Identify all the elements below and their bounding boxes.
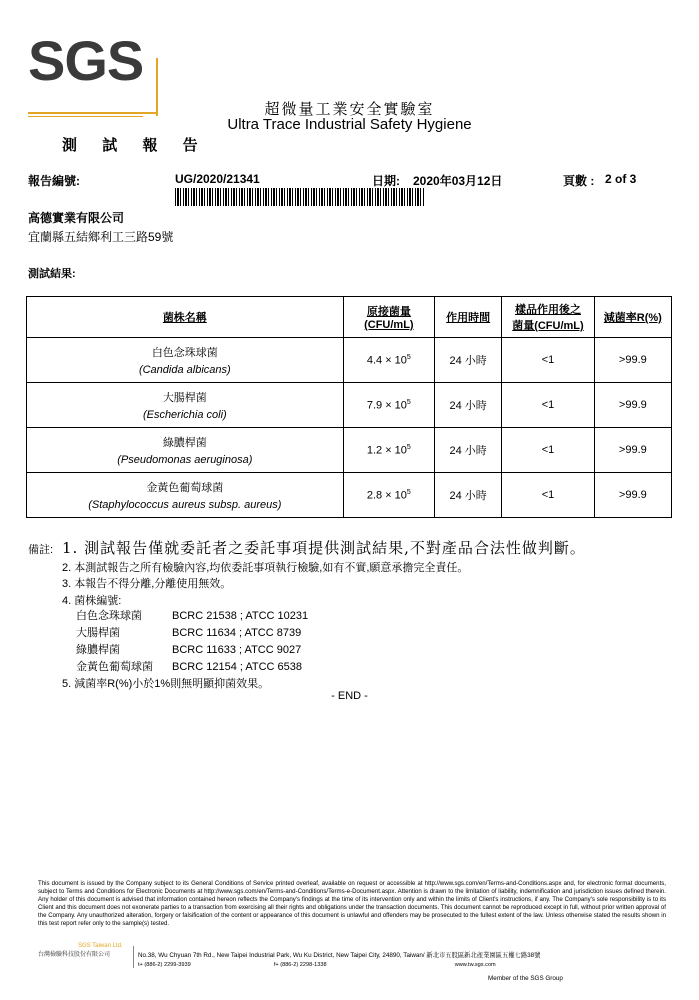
strain-name-zh: 綠膿桿菌 (162, 436, 207, 449)
contact-time: 24 小時 (435, 338, 502, 383)
sgs-logo-text: SGS (28, 29, 144, 92)
header-time: 作用時間 (435, 297, 502, 338)
footer-fax: f+ (886-2) 2298-1338 (273, 962, 327, 968)
strain-code-row: 綠膿桿菌 BCRC 11633 ; ATCC 9027 (76, 643, 302, 656)
initial-count: $2.8 \times 10^5$ (343, 473, 434, 518)
note-2: 2. 本測試報告之所有檢驗內容,均依委託事項執行檢驗,如有不實,願意承擔完全責任。 (62, 562, 469, 574)
footer-website[interactable]: www.tw.sgs.com (454, 962, 496, 968)
reduction-rate: >99.9 (594, 428, 671, 473)
initial-count: $7.9 \times 10^5$ (343, 383, 434, 428)
footer-divider (133, 946, 134, 968)
strain-name-latin: (Candida albicans) (138, 364, 231, 376)
initial-count: $4.4 \times 10^5$ (343, 338, 434, 383)
strain-code-row: 大腸桿菌 BCRC 11634 ; ATCC 8739 (76, 626, 302, 639)
page-label: 頁數 : (563, 174, 595, 188)
note-5: 5. 減菌率R(%)小於1%則無明顯抑菌效果。 (62, 678, 270, 690)
report-number: UG/2020/21341 (175, 172, 260, 186)
footer-contacts (138, 962, 496, 968)
note-3: 3. 本報告不得分離,分離使用無效。 (62, 578, 232, 590)
page-number: 2 of 3 (605, 172, 637, 186)
reduction-rate: >99.9 (594, 338, 671, 383)
table-row (27, 428, 672, 473)
after-count: <1 (502, 383, 594, 428)
end-marker: - END - (331, 690, 368, 702)
client-address: 宜蘭縣五結鄉利工三路59號 (28, 230, 174, 244)
report-date: 2020年03月12日 (413, 174, 503, 188)
after-count: <1 (502, 338, 594, 383)
report-number-label: 報告編號: (28, 174, 80, 188)
strain-code-row: 金黃色葡萄球菌 BCRC 12154 ; ATCC 6538 (76, 660, 303, 673)
table-row (27, 473, 672, 518)
sgs-logo (28, 29, 144, 92)
note-1: 1. 測試報告僅就委託者之委託事項提供測試結果,不對產品合法性做判斷。 (62, 539, 586, 557)
after-count: <1 (502, 428, 594, 473)
strain-name-latin: (Pseudomonas aeruginosa) (117, 454, 253, 466)
lab-name-english: Ultra Trace Industrial Safety Hygiene (227, 116, 472, 133)
report-title: 測 試 報 告 (62, 136, 208, 154)
strain-name-zh: 金黃色葡萄球菌 (146, 481, 224, 494)
reduction-rate: >99.9 (594, 473, 671, 518)
results-label: 測試結果: (28, 268, 76, 280)
header-reduction: 減菌率R(%) (594, 297, 671, 338)
contact-time: 24 小時 (435, 473, 502, 518)
footer-company-zh: 台灣檢驗科技股份有限公司 (38, 952, 111, 958)
footer-member: Member of the SGS Group (488, 975, 563, 982)
table-row (27, 338, 672, 383)
contact-time: 24 小時 (435, 428, 502, 473)
header-initial: 原接菌量 (CFU/mL) (343, 297, 434, 338)
strain-name-zh: 大腸桿菌 (162, 391, 207, 404)
footer-address: No.38, Wu Chyuan 7th Rd., New Taipei Industrial Park, Wu Ku District, New Taipei City, 24890, Taiwan/ 新北市五股區新北產業園區五權七路38號 (138, 952, 541, 959)
strain-name-latin: (Escherichia coli) (142, 409, 227, 421)
header-strain: 菌株名稱 (27, 297, 344, 338)
legal-disclaimer: This document is issued by the Company subject to its General Conditions of Service printed overleaf, available on request or accessible at http://www.sgs.com/en/Terms-and-Conditions.aspx and, for electronic format documents, subject to Terms and Conditions for Electronic Documents at http://www.sgs.com/en/Terms-and-Conditions/Terms-e-Document.aspx. Attention is drawn to the limitation of liability, indemnification and jurisdiction issues defined therein. Any holder of this document is advised that information contained hereon reflects the Company's findings at the time of its intervention only and within the limits of Client's instructions, if any. The Company's sole responsibility is to its Client and this document does not exonerate parties to a transaction from exercising all their rights and obligations under the transaction documents. This document cannot be reproduced except in full, without prior written approval of the Company. Any unauthorized alteration, forgery or falsification of the content or appearance of this document is unlawful and offenders may be prosecuted to the fullest extent of the law. Unless otherwise stated the results shown in this test report refer only to the sample(s) tested. (38, 880, 666, 927)
footer-tel: t+ (886-2) 2299-3939 (138, 962, 191, 968)
strain-name-latin: (Staphylococcus aureus subsp. aureus) (88, 499, 282, 511)
header-after: 樣品作用後之 菌量(CFU/mL) (502, 297, 594, 338)
reduction-rate: >99.9 (594, 383, 671, 428)
contact-time: 24 小時 (435, 383, 502, 428)
table-row (27, 383, 672, 428)
client-company: 高德實業有限公司 (28, 211, 125, 225)
footer-brand: SGS Taiwan Ltd. (78, 943, 123, 949)
results-table (26, 296, 672, 518)
notes-prefix: 備註: (28, 544, 54, 556)
after-count: <1 (502, 473, 594, 518)
footer-company (38, 943, 123, 958)
initial-count: $1.2 \times 10^5$ (343, 428, 434, 473)
table-header-row (27, 297, 672, 338)
strain-name-zh: 白色念珠球菌 (151, 346, 218, 359)
strain-code-row: 白色念珠球菌 BCRC 21538 ; ATCC 10231 (76, 609, 309, 622)
date-label: 日期: (372, 174, 400, 188)
lab-name-chinese: 超微量工業安全實驗室 (264, 100, 435, 118)
barcode (175, 188, 425, 206)
note-4: 4. 菌株編號: (62, 595, 122, 607)
